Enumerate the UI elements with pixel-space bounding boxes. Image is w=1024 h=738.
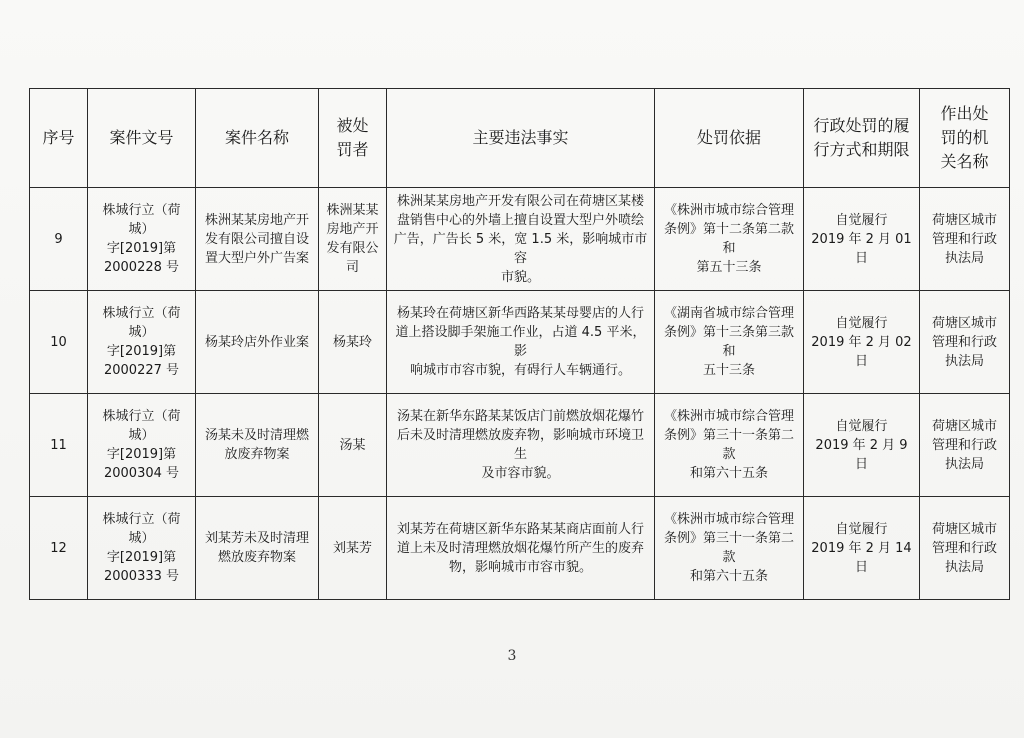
header-cell-case-name: 案件名称 (196, 89, 319, 188)
cell-doc-no: 株城行立（荷城） 字[2019]第 2000228 号 (88, 188, 196, 291)
penalty-records-table (29, 88, 1010, 600)
cell-facts: 株洲某某房地产开发有限公司在荷塘区某楼 盘销售中心的外墙上擅自设置大型户外喷绘 广告，广告长 5 米，宽 1.5 米，影响城市市容 市貌。 (387, 188, 655, 291)
cell-facts: 杨某玲在荷塘区新华西路某某母婴店的人行 道上搭设脚手架施工作业，占道 4.5 平米，影 响城市市容市貌，有碍行人车辆通行。 (387, 291, 655, 394)
cell-no: 10 (30, 291, 88, 394)
cell-authority: 荷塘区城市 管理和行政 执法局 (920, 188, 1010, 291)
header-cell-method: 行政处罚的履 行方式和期限 (804, 89, 920, 188)
cell-basis: 《株洲市城市综合管理 条例》第三十一条第二款 和第六十五条 (655, 497, 804, 600)
cell-method: 自觉履行 2019 年 2 月 01 日 (804, 188, 920, 291)
cell-method: 自觉履行 2019 年 2 月 14 日 (804, 497, 920, 600)
header-cell-authority: 作出处 罚的机 关名称 (920, 89, 1010, 188)
cell-basis: 《株洲市城市综合管理 条例》第十二条第二款和 第五十三条 (655, 188, 804, 291)
table-row (30, 188, 1010, 291)
table-row (30, 291, 1010, 394)
cell-basis: 《株洲市城市综合管理 条例》第三十一条第二款 和第六十五条 (655, 394, 804, 497)
header-cell-party: 被处 罚者 (319, 89, 387, 188)
cell-facts: 汤某在新华东路某某饭店门前燃放烟花爆竹 后未及时清理燃放废弃物，影响城市环境卫生 及市容市貌。 (387, 394, 655, 497)
cell-authority: 荷塘区城市 管理和行政 执法局 (920, 497, 1010, 600)
page-number: 3 (507, 648, 517, 664)
cell-no: 12 (30, 497, 88, 600)
cell-basis: 《湖南省城市综合管理 条例》第十三条第三款和 五十三条 (655, 291, 804, 394)
cell-party: 杨某玲 (319, 291, 387, 394)
header-cell-facts: 主要违法事实 (387, 89, 655, 188)
cell-no: 9 (30, 188, 88, 291)
cell-facts: 刘某芳在荷塘区新华东路某某商店面前人行 道上未及时清理燃放烟花爆竹所产生的废弃 物，影响城市市容市貌。 (387, 497, 655, 600)
cell-case-name: 杨某玲店外作业案 (196, 291, 319, 394)
cell-authority: 荷塘区城市 管理和行政 执法局 (920, 291, 1010, 394)
cell-method: 自觉履行 2019 年 2 月 9 日 (804, 394, 920, 497)
cell-case-name: 刘某芳未及时清理 燃放废弃物案 (196, 497, 319, 600)
cell-doc-no: 株城行立（荷城） 字[2019]第 2000333 号 (88, 497, 196, 600)
cell-case-name: 株洲某某房地产开 发有限公司擅自设 置大型户外广告案 (196, 188, 319, 291)
cell-party: 刘某芳 (319, 497, 387, 600)
table-header-row (30, 89, 1010, 188)
header-cell-doc-no: 案件文号 (88, 89, 196, 188)
cell-doc-no: 株城行立（荷城） 字[2019]第 2000227 号 (88, 291, 196, 394)
cell-no: 11 (30, 394, 88, 497)
header-cell-no: 序号 (30, 89, 88, 188)
table-row (30, 497, 1010, 600)
cell-case-name: 汤某未及时清理燃 放废弃物案 (196, 394, 319, 497)
cell-party: 汤某 (319, 394, 387, 497)
cell-doc-no: 株城行立（荷城） 字[2019]第 2000304 号 (88, 394, 196, 497)
cell-authority: 荷塘区城市 管理和行政 执法局 (920, 394, 1010, 497)
header-cell-basis: 处罚依据 (655, 89, 804, 188)
table-row (30, 394, 1010, 497)
cell-method: 自觉履行 2019 年 2 月 02 日 (804, 291, 920, 394)
cell-party: 株洲某某 房地产开 发有限公 司 (319, 188, 387, 291)
